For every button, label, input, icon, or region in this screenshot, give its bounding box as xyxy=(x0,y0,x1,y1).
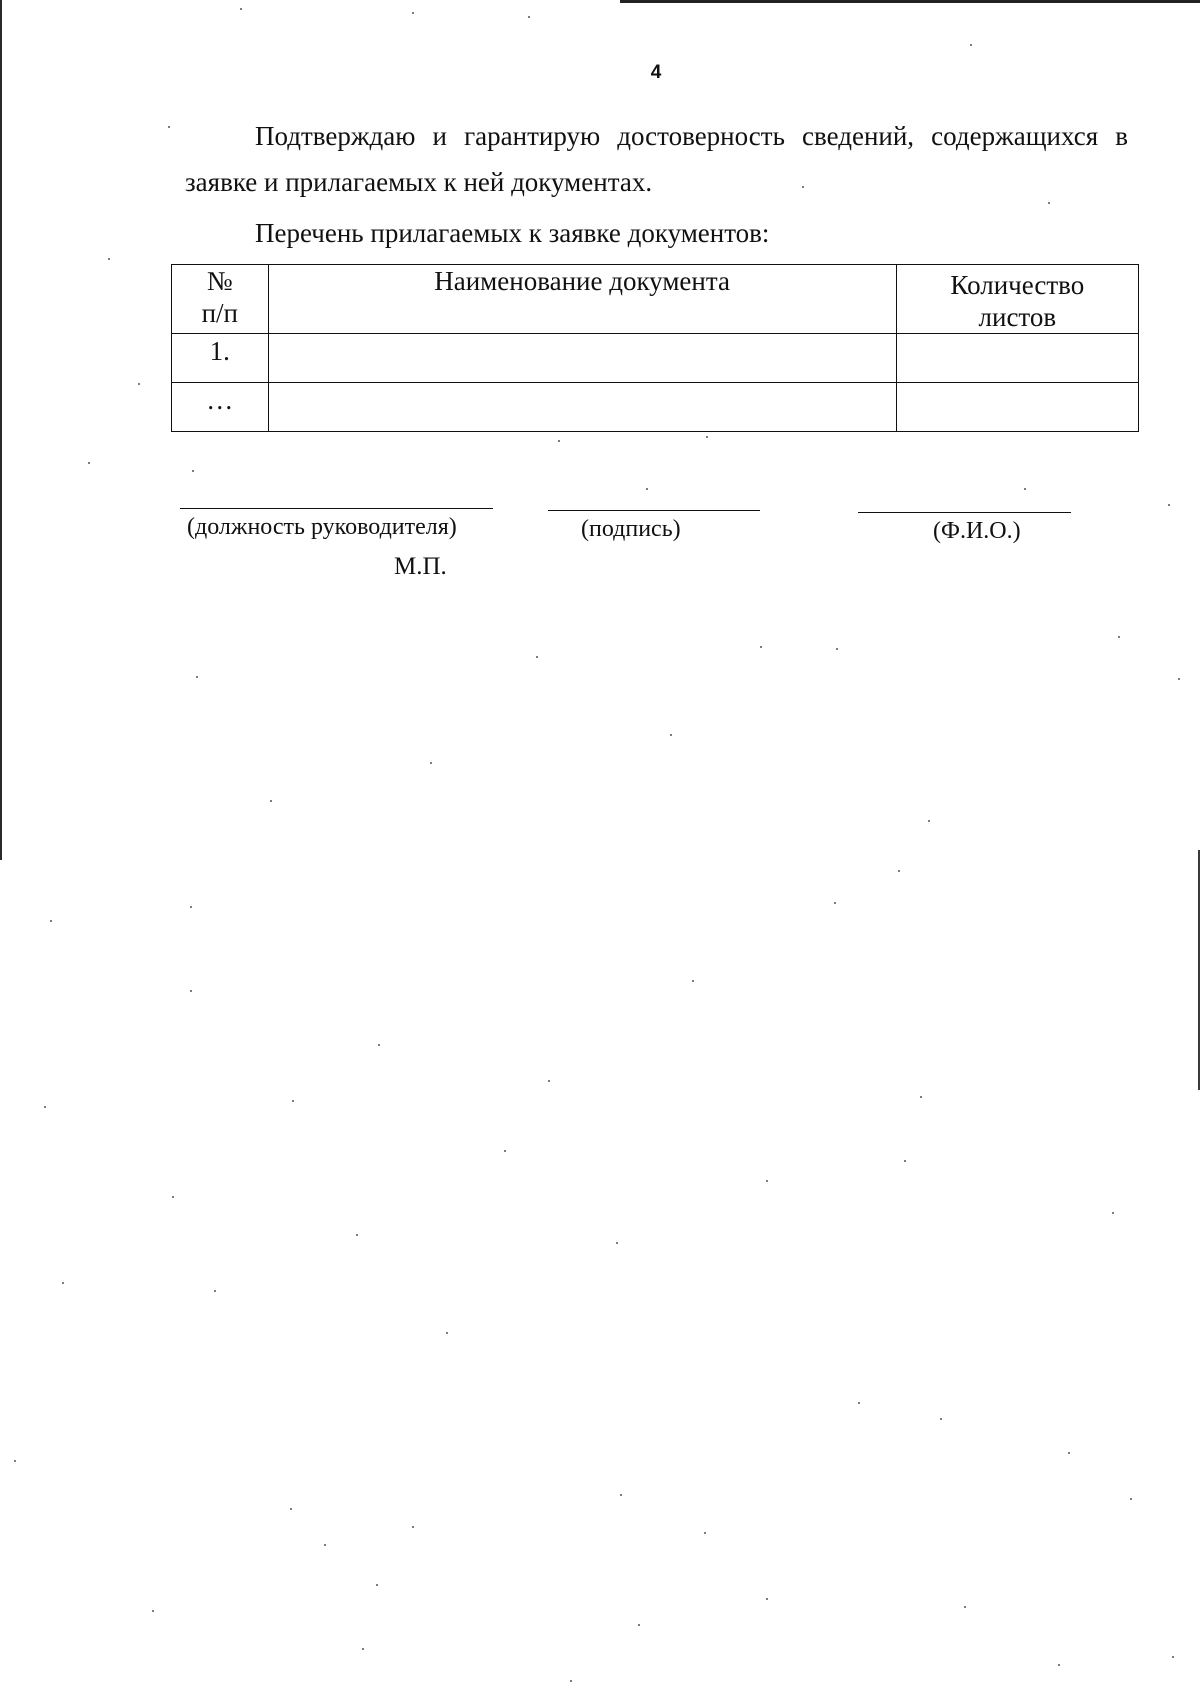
stamp-label: М.П. xyxy=(394,553,447,580)
table-row xyxy=(172,383,1139,432)
row-number: … xyxy=(172,383,269,432)
row-number: 1. xyxy=(172,334,269,383)
page-number: 4 xyxy=(650,62,662,83)
header-number-line1: № xyxy=(206,266,233,296)
header-document-name-label: Наименование документа xyxy=(434,266,730,296)
table-header-row xyxy=(172,265,1139,334)
row-document-name xyxy=(268,383,896,432)
header-document-name xyxy=(268,265,896,334)
header-sheet-count-line1: Количество xyxy=(950,270,1085,300)
attachments-table xyxy=(171,264,1139,432)
header-number xyxy=(172,265,269,334)
position-signature-line xyxy=(180,508,493,509)
header-sheet-count-line2: листов xyxy=(978,302,1057,332)
table-row xyxy=(172,334,1139,383)
signature-label: (подпись) xyxy=(581,516,681,542)
confirmation-statement: Подтверждаю и гарантирую достоверность сведений, содержащихся в заявке и прилагаемых к ней документах. xyxy=(185,121,1128,197)
position-label: (должность руководителя) xyxy=(187,514,457,540)
name-signature-line xyxy=(858,512,1071,513)
signature-line xyxy=(548,510,760,511)
row-document-name xyxy=(268,334,896,383)
header-sheet-count xyxy=(896,265,1138,334)
scan-edge-top xyxy=(620,0,1200,3)
name-label: (Ф.И.О.) xyxy=(933,518,1021,544)
attachments-heading: Перечень прилагаемых к заявке документов: xyxy=(255,218,770,248)
scan-edge-left xyxy=(0,0,2,860)
row-sheet-count xyxy=(896,334,1138,383)
row-sheet-count xyxy=(896,383,1138,432)
header-number-line2: п/п xyxy=(201,298,238,328)
